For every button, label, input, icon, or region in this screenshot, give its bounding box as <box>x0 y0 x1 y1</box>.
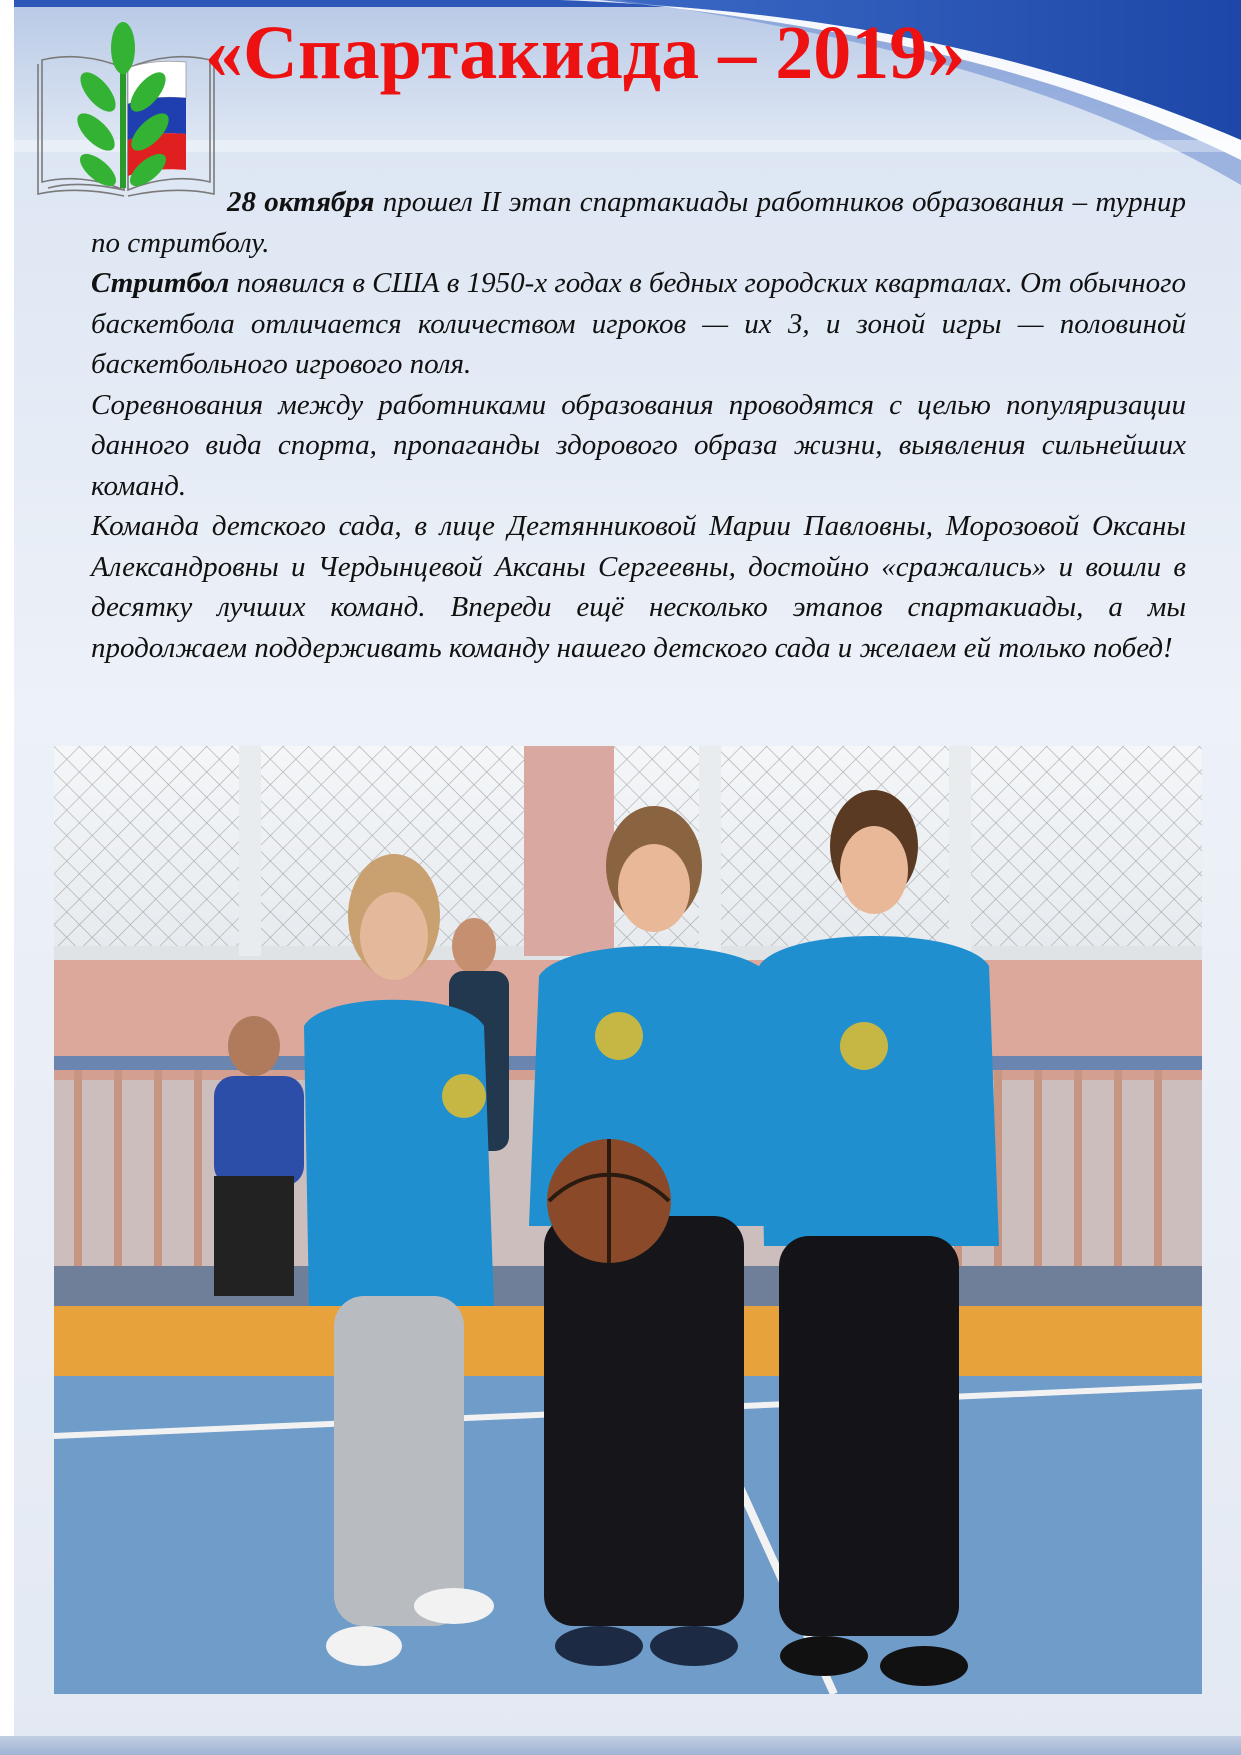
paragraph-purpose: Соревнования между работниками образования проводятся с целью популяризации данного вида спорта, пропаганды здорового образа жизни, выявления сильнейших команд. <box>91 388 1186 502</box>
team-photo-icon <box>54 746 1202 1694</box>
event-description: прошел II этап спартакиады работников образования – турнир по стритболу. <box>91 186 1186 259</box>
event-date: 28 октября <box>227 186 375 218</box>
streetball-term: Стритбол <box>91 267 230 299</box>
left-margin-strip <box>0 0 14 1755</box>
bottom-band <box>0 1736 1241 1755</box>
page-title: «Спартакиада – 2019» <box>205 11 966 95</box>
team-photo <box>54 746 1202 1694</box>
article-body <box>91 182 1186 668</box>
paragraph-team: Команда детского сада, в лице Дегтянниковой Марии Павловны, Морозовой Оксаны Александровны и Чердынцевой Аксаны Сергеевны, достойно «сражались» и вошли в десятку лучших команд. Впереди ещё несколько этапов спартакиады, а мы продолжаем поддерживать команду нашего детского сада и желаем ей только побед! <box>91 510 1186 664</box>
paragraph-event <box>91 182 1186 263</box>
streetball-description: появился в США в 1950-х годах в бедных городских кварталах. От обычного баскетбола отличается количеством игроков — их 3, и зоной игры — половиной баскетбольного игрового поля. <box>91 267 1186 380</box>
paragraph-streetball <box>91 263 1186 385</box>
